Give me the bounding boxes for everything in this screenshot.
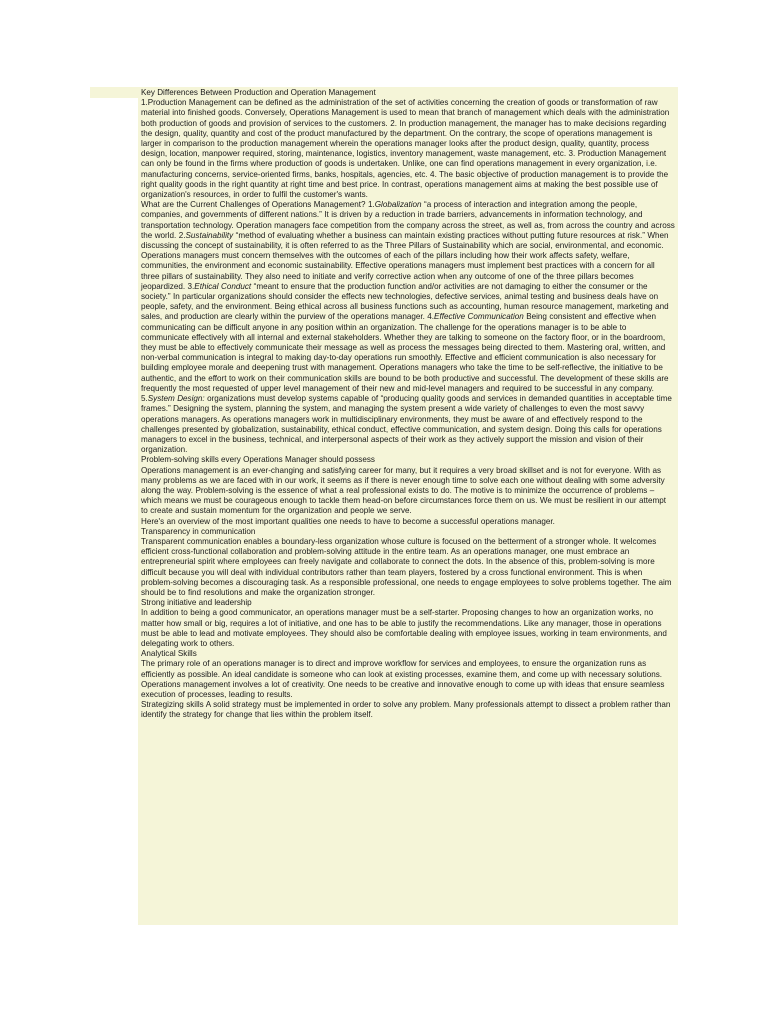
paragraph-differences: 1.Production Management can be defined as the administration of the set of activities concerning the creation of goods or transformation of raw material into finished goods. Conversely, Operations Management is used to mean that branch of management which deals with the administration both production of goods and provision of services to the customers. 2. In production management, the manager has to make decisions regarding the design, quality, quantity and cost of the product manufactured by the department. On the contrary, the scope of operations management is larger in comparison to the production management wherein the operations manager looks after the product design, quality, quantity, process design, location, manpower required, storing, maintenance, logistics, inventory management, waste management, etc. 3. Production Management can only be found in the firms where production of goods is undertaken. Unlike, one can find operations management in every organization, i.e. manufacturing concerns, service-oriented firms, banks, hospitals, agencies, etc. 4. The basic objective of production management is to provide the right quality goods in the right quantity at right time and best price. In contrast, operations management aims at making the best possible use of organization's resources, in order to fulfil the customer's wants. xyxy=(141,98,670,200)
paragraph-transparency: Transparent communication enables a boundary-less organization whose culture is focused on the betterment of a stronger whole. It welcomes efficient cross-functional collaboration and problem-solving attitude in the entire team. As an operations manager, one must embrace an entrepreneurial spirit where employees can freely navigate and collaborate to connect the dots. In the absence of this, problem-solving is more difficult because you will deal with individual contributors rather than team players, fostered by a cross functional environment. This is when problem-solving becomes a discouraging task. As a responsible professional, one needs to engage employees to solve problems together. The aim should be to find resolutions and make the organization stronger. xyxy=(141,536,672,597)
paragraph-initiative: In addition to being a good communicator, an operations manager must be a self-starter. Proposing changes to how an organization works, no matter how small or big, requires a lot of initiative, and one has to be able to justify the recommendations. Like any manager, those in operations must be able to lead and motivate employees. They should also be comfortable dealing with employee issues, working in team environments, and delegating work to others. xyxy=(141,608,667,648)
document-title: Key Differences Between Production and Operation Management xyxy=(141,88,376,97)
paragraph-challenges xyxy=(141,200,675,455)
paragraph-overview: Here's an overview of the most important qualities one needs to have to become a successful operations manager. xyxy=(141,516,555,526)
text-system-design: organizations must develop systems capable of “producing quality goods and services in demanded quantities in acceptable time frames.” Designing the system, planning the system, and managing the system present a wide variety of challenges to even the most savvy operations managers. As operations managers work in multidisciplinary environments, they must be aware of and effectively respond to the challenges presented by globalization, sustainability, ethical conduct, effective communication, and system design. Doing this calls for operations managers to excel in the business, technical, and interpersonal aspects of their work as they actively support the mission and vision of their organization. xyxy=(141,394,672,455)
paragraph-strategizing: Strategizing skills A solid strategy must be implemented in order to solve any problem. Many professionals attempt to dissect a problem rather than identify the strategy for change that lies within the problem itself. xyxy=(141,700,671,720)
document-body xyxy=(138,87,678,925)
term-sustainability: Sustainability xyxy=(185,230,234,240)
heading-initiative: Strong initiative and leadership xyxy=(141,598,252,608)
heading-transparency: Transparency in communication xyxy=(141,526,256,536)
heading-analytical: Analytical Skills xyxy=(141,649,197,659)
text-ethical-conduct: “meant to ensure that the production function and/or activities are not damaging to either the consumer or the society.” In particular organizations should consider the effects new technologies, defective services, animal testing and business deals have on people, safety, and the environment. Being ethical across all business functions such as accounting, human resource management, marketing and sales, and production are clearly within the purview of the operations manager. 4. xyxy=(141,281,669,322)
paragraph-problem-solving: Operations management is an ever-changing and satisfying career for many, but it requires a very broad skillset and is not for everyone. With as many problems as we are faced with in our work, it seems as if there is never enough time to solve each one without dealing with some adversity along the way. Problem-solving is the essence of what a real professional exists to do. The motive is to minimize the occurrence of problems – which means we must be courageous enough to tackle them head-on before circumstances force them on us. We must be resilient in our attempt to create and sustain momentum for the organization and people we serve. xyxy=(141,465,666,516)
text-globalization: “a process of interaction and integration among the people, companies, and governments of different nations.” It is driven by a reduction in trade barriers, advancements in information technology, and transportation technology. Operation managers face competition from the company across the street, as well as, from across the country and across the world. 2. xyxy=(141,200,675,240)
paragraph-analytical: The primary role of an operations manager is to direct and improve workflow for services and employees, to ensure the organization runs as efficiently as possible. An ideal candidate is someone who can look at existing processes, examine them, and come up with necessary solutions. Operations management involves a lot of creativity. One needs to be creative and innovative enough to come up with ideas that ensure seamless execution of processes, leading to results. xyxy=(141,659,665,699)
text-sustainability: “method of evaluating whether a business can maintain existing practices without putting future resources at risk.” When discussing the concept of sustainability, it is often referred to as the Three Pillars of Sustainability which are social, environmental, and economic. Operations managers must concern themselves with the outcomes of each of the pillars including how their work affects safety, welfare, communities, the environment and economic sustainability. Effective operations managers must implement best practices with a concern for all three pillars of sustainability. They also need to initiate and verify corrective action when any outcome of one of the three pillars becomes jeopardized. 3. xyxy=(141,230,669,291)
highlight-strip xyxy=(90,87,138,98)
heading-problem-solving: Problem-solving skills every Operations Manager should possess xyxy=(141,455,375,465)
term-effective-communication: Effective Communication xyxy=(434,312,524,322)
term-system-design: System Design: xyxy=(147,394,205,404)
text-effective-communication: Being consistent and effective when communicating can be difficult anyone in any position within an organization. The challenge for the operations manager is to be able to communicate effectively with all internal and external stakeholders. Whether they are talking to someone on the factory floor, or in the boardroom, they must be able to effectively communicate their message as well as process the messages being directed to them. Mastering oral, written, and non-verbal communication is integral to making day-to-day operations run smoothly. Effective and efficient communication is also necessary for building employee morale and deepening trust with management. Operations managers who take the time to be self-reflective, the initiative to be authentic, and the effort to work on their communication skills are bound to be both productive and successful. The development of these skills are frequently the most requested of upper level management of their new and mid-level managers and required to be successful in any company. 5. xyxy=(141,312,669,404)
challenges-intro: What are the Current Challenges of Operations Management? 1. xyxy=(141,200,375,210)
term-ethical-conduct: Ethical Conduct xyxy=(194,281,252,291)
term-globalization: Globalization xyxy=(374,200,422,210)
